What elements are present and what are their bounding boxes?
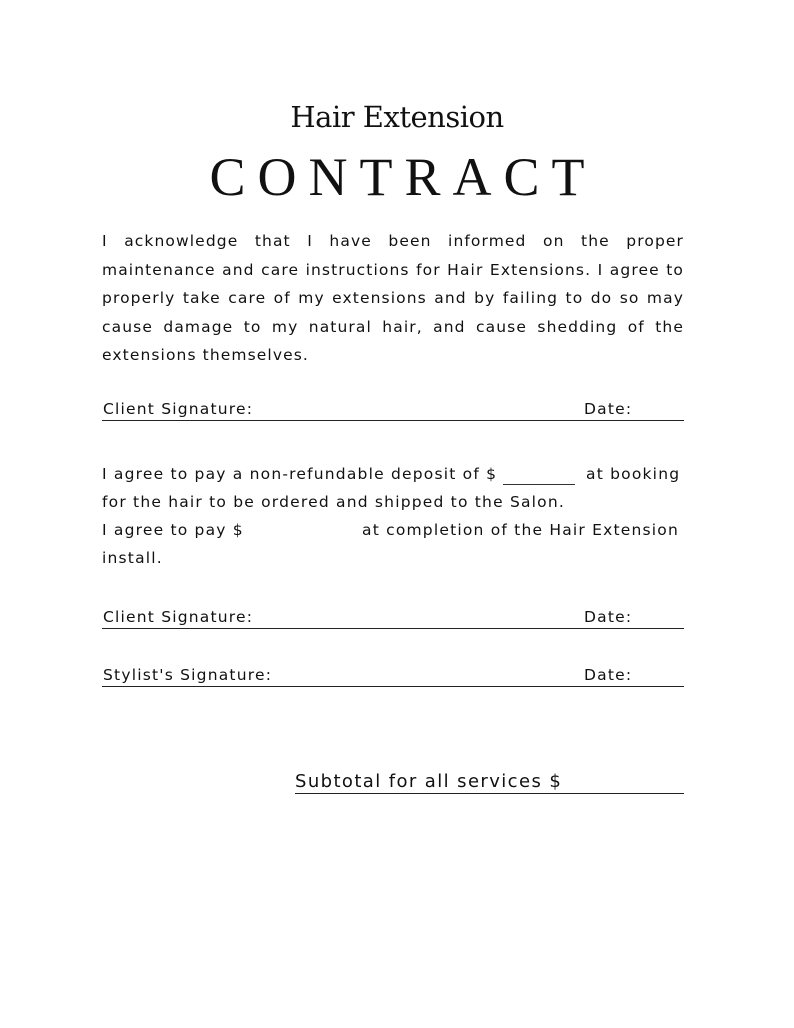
deposit-suffix: at booking (586, 465, 681, 483)
deposit-line (102, 465, 579, 485)
signature-underline (102, 420, 684, 421)
client-signature-line-1[interactable] (102, 399, 684, 421)
deposit-line-2: for the hair to be ordered and shipped to the Salon. (102, 493, 566, 511)
completion-prefix: I agree to pay $ (102, 521, 244, 539)
date-label: Date: (584, 666, 633, 684)
client-signature-line-2[interactable] (102, 607, 684, 629)
client-signature-label: Client Signature: (103, 400, 254, 418)
date-label: Date: (584, 400, 633, 418)
subtotal-underline (295, 793, 684, 794)
completion-line (102, 521, 350, 539)
date-label: Date: (584, 608, 633, 626)
signature-underline (102, 686, 684, 687)
document-title: CONTRACT (209, 147, 597, 207)
deposit-prefix: I agree to pay a non-refundable deposit of $ (102, 465, 498, 483)
deposit-amount-field[interactable] (503, 466, 575, 485)
document-subtitle: Hair Extension (290, 100, 504, 134)
stylist-signature-line[interactable] (102, 665, 684, 687)
subtotal-line[interactable] (295, 770, 684, 794)
completion-line-2: install. (102, 549, 163, 567)
stylist-signature-label: Stylist's Signature: (103, 666, 273, 684)
client-signature-label: Client Signature: (103, 608, 254, 626)
subtotal-label: Subtotal for all services $ (295, 771, 563, 792)
acknowledgement-paragraph: I acknowledge that I have been informed on the proper maintenance and care instructions for Hair Extensions. I agree to properly take care of my extensions and by failing to do so may cause damage to my natural hair, and cause shedding of the extensions themselves. (102, 232, 684, 364)
completion-suffix: at completion of the Hair Extension (362, 521, 679, 539)
signature-underline (102, 628, 684, 629)
